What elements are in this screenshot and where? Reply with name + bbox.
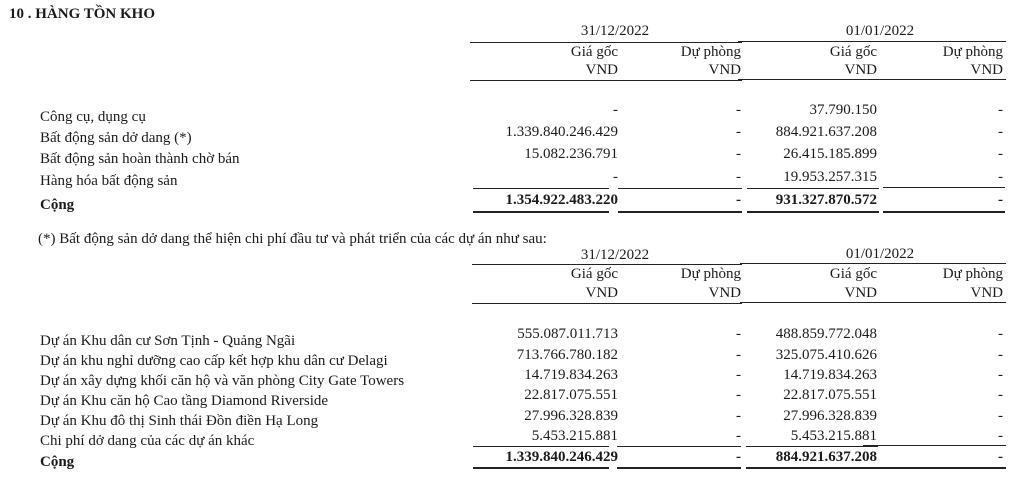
cell-value: - bbox=[998, 169, 1003, 185]
subtotal-rule bbox=[746, 446, 878, 447]
header-rule bbox=[740, 263, 1006, 264]
row-label: Dự án khu nghỉ dưỡng cao cấp kết hợp khu dân cư Delagi bbox=[40, 353, 388, 369]
row-label: Hàng hóa bất động sản bbox=[40, 173, 178, 189]
header-rule bbox=[470, 80, 742, 81]
header-rule bbox=[738, 41, 1006, 42]
cell-value: - bbox=[736, 146, 741, 162]
cell-value: 884.921.637.208 bbox=[775, 124, 877, 140]
cell-value: 27.996.328.839 bbox=[524, 408, 618, 424]
row-label: Dự án Khu căn hộ Cao tầng Diamond Riverside bbox=[40, 393, 329, 409]
cell-value: - bbox=[998, 428, 1003, 444]
header-rule bbox=[740, 302, 1006, 303]
subtotal-rule bbox=[863, 445, 1006, 446]
cell-value: - bbox=[736, 102, 741, 118]
cell-value: - bbox=[998, 146, 1003, 162]
cell-value: 26.415.185.899 bbox=[783, 146, 877, 162]
col-header-cost: Giá gốc bbox=[829, 266, 877, 282]
cell-value: - bbox=[736, 169, 741, 185]
header-rule bbox=[472, 264, 742, 265]
row-label: Dự án xây dựng khối căn hộ và văn phòng City Gate Towers bbox=[40, 373, 405, 389]
total-label: Cộng bbox=[40, 197, 75, 213]
total-value: 1.354.922.483.220 bbox=[505, 192, 618, 208]
period-header-2022-start: 01/01/2022 bbox=[845, 246, 915, 262]
row-label: Dự án Khu đô thị Sinh thái Đồn điền Hạ Long bbox=[40, 413, 319, 429]
cell-value: 5.453.215.881 bbox=[790, 428, 877, 444]
header-rule bbox=[470, 42, 742, 43]
cell-value: 19.953.257.315 bbox=[783, 169, 877, 185]
cell-value: 1.339.840.246.429 bbox=[505, 124, 618, 140]
subtotal-rule bbox=[883, 187, 1005, 188]
col-header-cost: Giá gốc bbox=[570, 44, 618, 60]
footnote: (*) Bất động sản dở dang thể hiện chi phí đầu tư và phát triển của các dự án như sau: bbox=[38, 231, 547, 247]
col-header-cost-unit: VND bbox=[844, 62, 877, 78]
cell-value: - bbox=[736, 124, 741, 140]
col-header-cost: Giá gốc bbox=[570, 266, 618, 282]
total-rule bbox=[473, 211, 609, 213]
cell-value: - bbox=[998, 124, 1003, 140]
row-label: Chi phí dở dang của các dự án khác bbox=[40, 433, 255, 449]
col-header-cost-unit: VND bbox=[844, 285, 877, 301]
col-header-provision-unit: VND bbox=[970, 62, 1003, 78]
total-rule bbox=[618, 211, 742, 213]
cell-value: 22.817.075.551 bbox=[783, 387, 877, 403]
cell-value: 713.766.780.182 bbox=[516, 347, 618, 363]
total-rule bbox=[883, 211, 1005, 213]
total-value: - bbox=[736, 192, 741, 208]
cell-value: - bbox=[613, 169, 618, 185]
cell-value: - bbox=[613, 102, 618, 118]
cell-value: 325.075.410.626 bbox=[775, 347, 877, 363]
col-header-provision: Dự phòng bbox=[680, 44, 741, 60]
col-header-provision: Dự phòng bbox=[942, 44, 1003, 60]
col-header-cost: Giá gốc bbox=[829, 44, 877, 60]
row-label: Bất động sản hoàn thành chờ bán bbox=[40, 151, 240, 167]
header-rule bbox=[472, 303, 742, 304]
col-header-provision: Dự phòng bbox=[942, 266, 1003, 282]
cell-value: 14.719.834.263 bbox=[783, 367, 877, 383]
cell-value: 37.790.150 bbox=[809, 102, 877, 118]
total-value: - bbox=[998, 449, 1003, 465]
cell-value: - bbox=[736, 326, 741, 342]
cell-value: 14.719.834.263 bbox=[524, 367, 618, 383]
cell-value: - bbox=[736, 387, 741, 403]
col-header-provision-unit: VND bbox=[708, 285, 741, 301]
row-label: Bất động sản dở dang (*) bbox=[40, 130, 192, 146]
total-rule bbox=[473, 467, 609, 469]
col-header-provision-unit: VND bbox=[708, 62, 741, 78]
subtotal-rule bbox=[618, 188, 742, 189]
subtotal-rule bbox=[473, 188, 609, 189]
section-title: 10 . HÀNG TỒN KHO bbox=[9, 6, 155, 22]
period-header-2022-end: 31/12/2022 bbox=[580, 247, 650, 263]
total-value: - bbox=[736, 449, 741, 465]
col-header-cost-unit: VND bbox=[585, 62, 618, 78]
total-rule bbox=[747, 211, 879, 213]
total-rule bbox=[617, 467, 741, 469]
cell-value: - bbox=[998, 102, 1003, 118]
cell-value: - bbox=[736, 347, 741, 363]
row-label: Công cụ, dụng cụ bbox=[40, 109, 146, 125]
col-header-cost-unit: VND bbox=[585, 285, 618, 301]
cell-value: 15.082.236.791 bbox=[524, 146, 618, 162]
col-header-provision: Dự phòng bbox=[680, 266, 741, 282]
cell-value: - bbox=[998, 367, 1003, 383]
total-label: Cộng bbox=[40, 454, 75, 470]
period-header-2022-start: 01/01/2022 bbox=[845, 23, 915, 39]
col-header-provision-unit: VND bbox=[970, 285, 1003, 301]
total-value: 1.339.840.246.429 bbox=[505, 449, 618, 465]
cell-value: 488.859.772.048 bbox=[775, 326, 877, 342]
header-rule bbox=[738, 79, 1006, 80]
total-value: - bbox=[998, 192, 1003, 208]
subtotal-rule bbox=[747, 188, 879, 189]
cell-value: - bbox=[998, 387, 1003, 403]
cell-value: 22.817.075.551 bbox=[524, 387, 618, 403]
total-value: 884.921.637.208 bbox=[775, 449, 877, 465]
cell-value: - bbox=[736, 408, 741, 424]
total-rule bbox=[746, 467, 878, 469]
cell-value: - bbox=[998, 347, 1003, 363]
total-value: 931.327.870.572 bbox=[775, 192, 877, 208]
subtotal-rule bbox=[473, 446, 609, 447]
cell-value: - bbox=[998, 408, 1003, 424]
period-header-2022-end: 31/12/2022 bbox=[580, 23, 650, 39]
subtotal-rule bbox=[617, 446, 741, 447]
cell-value: 27.996.328.839 bbox=[783, 408, 877, 424]
cell-value: 555.087.011.713 bbox=[517, 326, 618, 342]
row-label: Dự án Khu dân cư Sơn Tịnh - Quảng Ngãi bbox=[40, 333, 296, 349]
cell-value: - bbox=[736, 428, 741, 444]
cell-value: - bbox=[998, 326, 1003, 342]
total-rule bbox=[863, 467, 1006, 469]
cell-value: 5.453.215.881 bbox=[531, 428, 618, 444]
cell-value: - bbox=[736, 367, 741, 383]
